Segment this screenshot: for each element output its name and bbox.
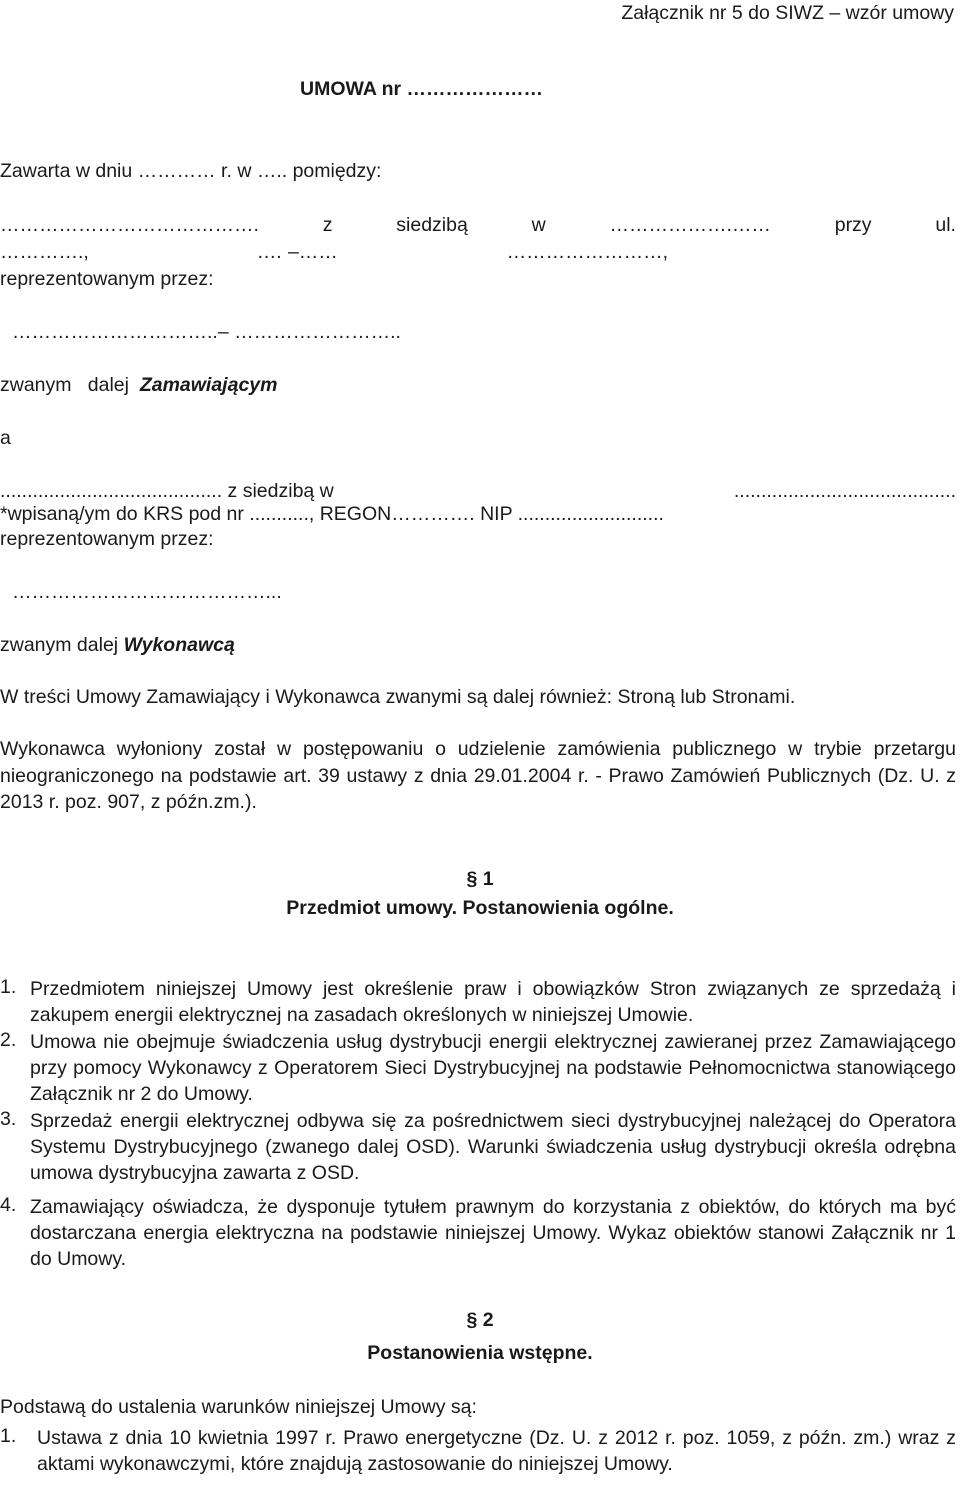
date-line: Zawarta w dniu ………… r. w ….. pomiędzy: <box>0 160 382 182</box>
party2-l1-b: ......................................... <box>733 480 956 502</box>
annex-label: Załącznik nr 5 do SIWZ – wzór umowy <box>621 2 954 24</box>
item-text: Przedmiotem niniejszej Umowy jest określenie praw i obowiązków Stron związanych ze sprzedażą i zakupem energii elektrycznej na zasadach określonych w niniejszej Umowie. <box>30 978 956 1026</box>
called-contractor <box>0 634 235 657</box>
party2-l1-a: ......................................... z siedzibą w <box>0 480 334 502</box>
item-text: Sprzedaż energii elektrycznej odbywa się za pośrednictwem sieci dystrybucyjnej należącej do Operatora Systemu Dystrybucyjnego (zwanego dalej OSD). Warunki świadczenia usług dystrybucji określa odrębna umowa dystrybucyjna zawarta z OSD. <box>30 1110 956 1184</box>
party1-l1-b: z <box>322 214 333 236</box>
item-number: 1. <box>0 1425 17 1447</box>
section-2-title: Postanowienia wstępne. <box>367 1342 593 1364</box>
item-text: Zamawiający oświadcza, że dysponuje tytułem prawnym do korzystania z obiektów, do których ma być dostarczana energia elektryczna na podstawie niniejszej Umowy. Wykaz obiektów stanowi Załącznik nr 1 do Umowy. <box>30 1196 956 1270</box>
contractor-name: Wykonawcą <box>123 634 235 656</box>
representative-dots-1: …………………………..– …………………….. <box>12 321 401 343</box>
called-ordering-prefix: zwanym dalej <box>0 374 129 396</box>
ordering-party-name: Zamawiającym <box>139 374 278 396</box>
section-2-number: § 2 <box>466 1309 494 1331</box>
called-ordering <box>0 374 277 397</box>
party1-l1-d: w <box>531 214 546 236</box>
party1-line2 <box>0 241 668 264</box>
section-1-number: § 1 <box>466 868 494 890</box>
party1-l1-g: ul. <box>935 214 956 236</box>
and-connector: a <box>0 427 11 449</box>
section-2-lead: Podstawą do ustalenia warunków niniejszej Umowy są: <box>0 1396 477 1418</box>
party1-l1-c: siedzibą <box>396 214 468 236</box>
represented-by-2: reprezentowanym przez: <box>0 528 214 550</box>
contract-title: UMOWA nr ………………… <box>300 78 544 100</box>
item-text: Umowa nie obejmuje świadczenia usług dystrybucji energii elektrycznej zawieranej przez Zamawiającego przy pomocy Wykonawcy z Operatorem Sieci Dystrybucyjnej na podstawie Pełnomocnictwa stanowiącego Załącznik nr 2 do Umowy. <box>30 1031 956 1105</box>
called-contractor-prefix: zwanym dalej <box>0 634 119 656</box>
item-number: 2. <box>0 1029 17 1051</box>
selection-paragraph: Wykonawca wyłoniony został w postępowaniu o udzielenie zamówienia publicznego w trybie przetargu nieograniczonego na podstawie art. 39 ustawy z dnia 29.01.2004 r. - Prawo Zamówień Publicznych (Dz. U. z 2013 r. poz. 907, z późn.zm.). <box>0 738 956 813</box>
party2-line2: *wpisaną/ym do KRS pod nr ..........., REGON…………. NIP ........................... <box>0 503 664 525</box>
item-number: 4. <box>0 1194 17 1216</box>
item-number: 1. <box>0 976 17 998</box>
item-number: 3. <box>0 1108 17 1130</box>
parties-definition: W treści Umowy Zamawiający i Wykonawca zwanymi są dalej również: Stroną lub Stronami. <box>0 686 796 708</box>
represented-by-1: reprezentowanym przez: <box>0 268 214 290</box>
party1-l2-c: ……………………, <box>506 241 668 263</box>
representative-dots-2: …………………………………... <box>12 581 282 603</box>
party1-l2-b: .… –…… <box>257 241 338 263</box>
party1-l2-a: …………., <box>0 241 89 263</box>
party2-line1 <box>0 480 956 503</box>
party1-l1-a: …………………………………. <box>0 214 259 236</box>
party1-l1-f: przy <box>834 214 872 236</box>
party1-line1 <box>0 214 956 237</box>
item-text: Ustawa z dnia 10 kwietnia 1997 r. Prawo energetyczne (Dz. U. z 2012 r. poz. 1059, z późn. zm.) wraz z aktami wykonawczymi, które znajdują zastosowanie do niniejszej Umowy. <box>37 1427 956 1475</box>
party1-l1-e: ……………….…… <box>609 214 771 236</box>
section-1-title: Przedmiot umowy. Postanowienia ogólne. <box>286 897 674 919</box>
